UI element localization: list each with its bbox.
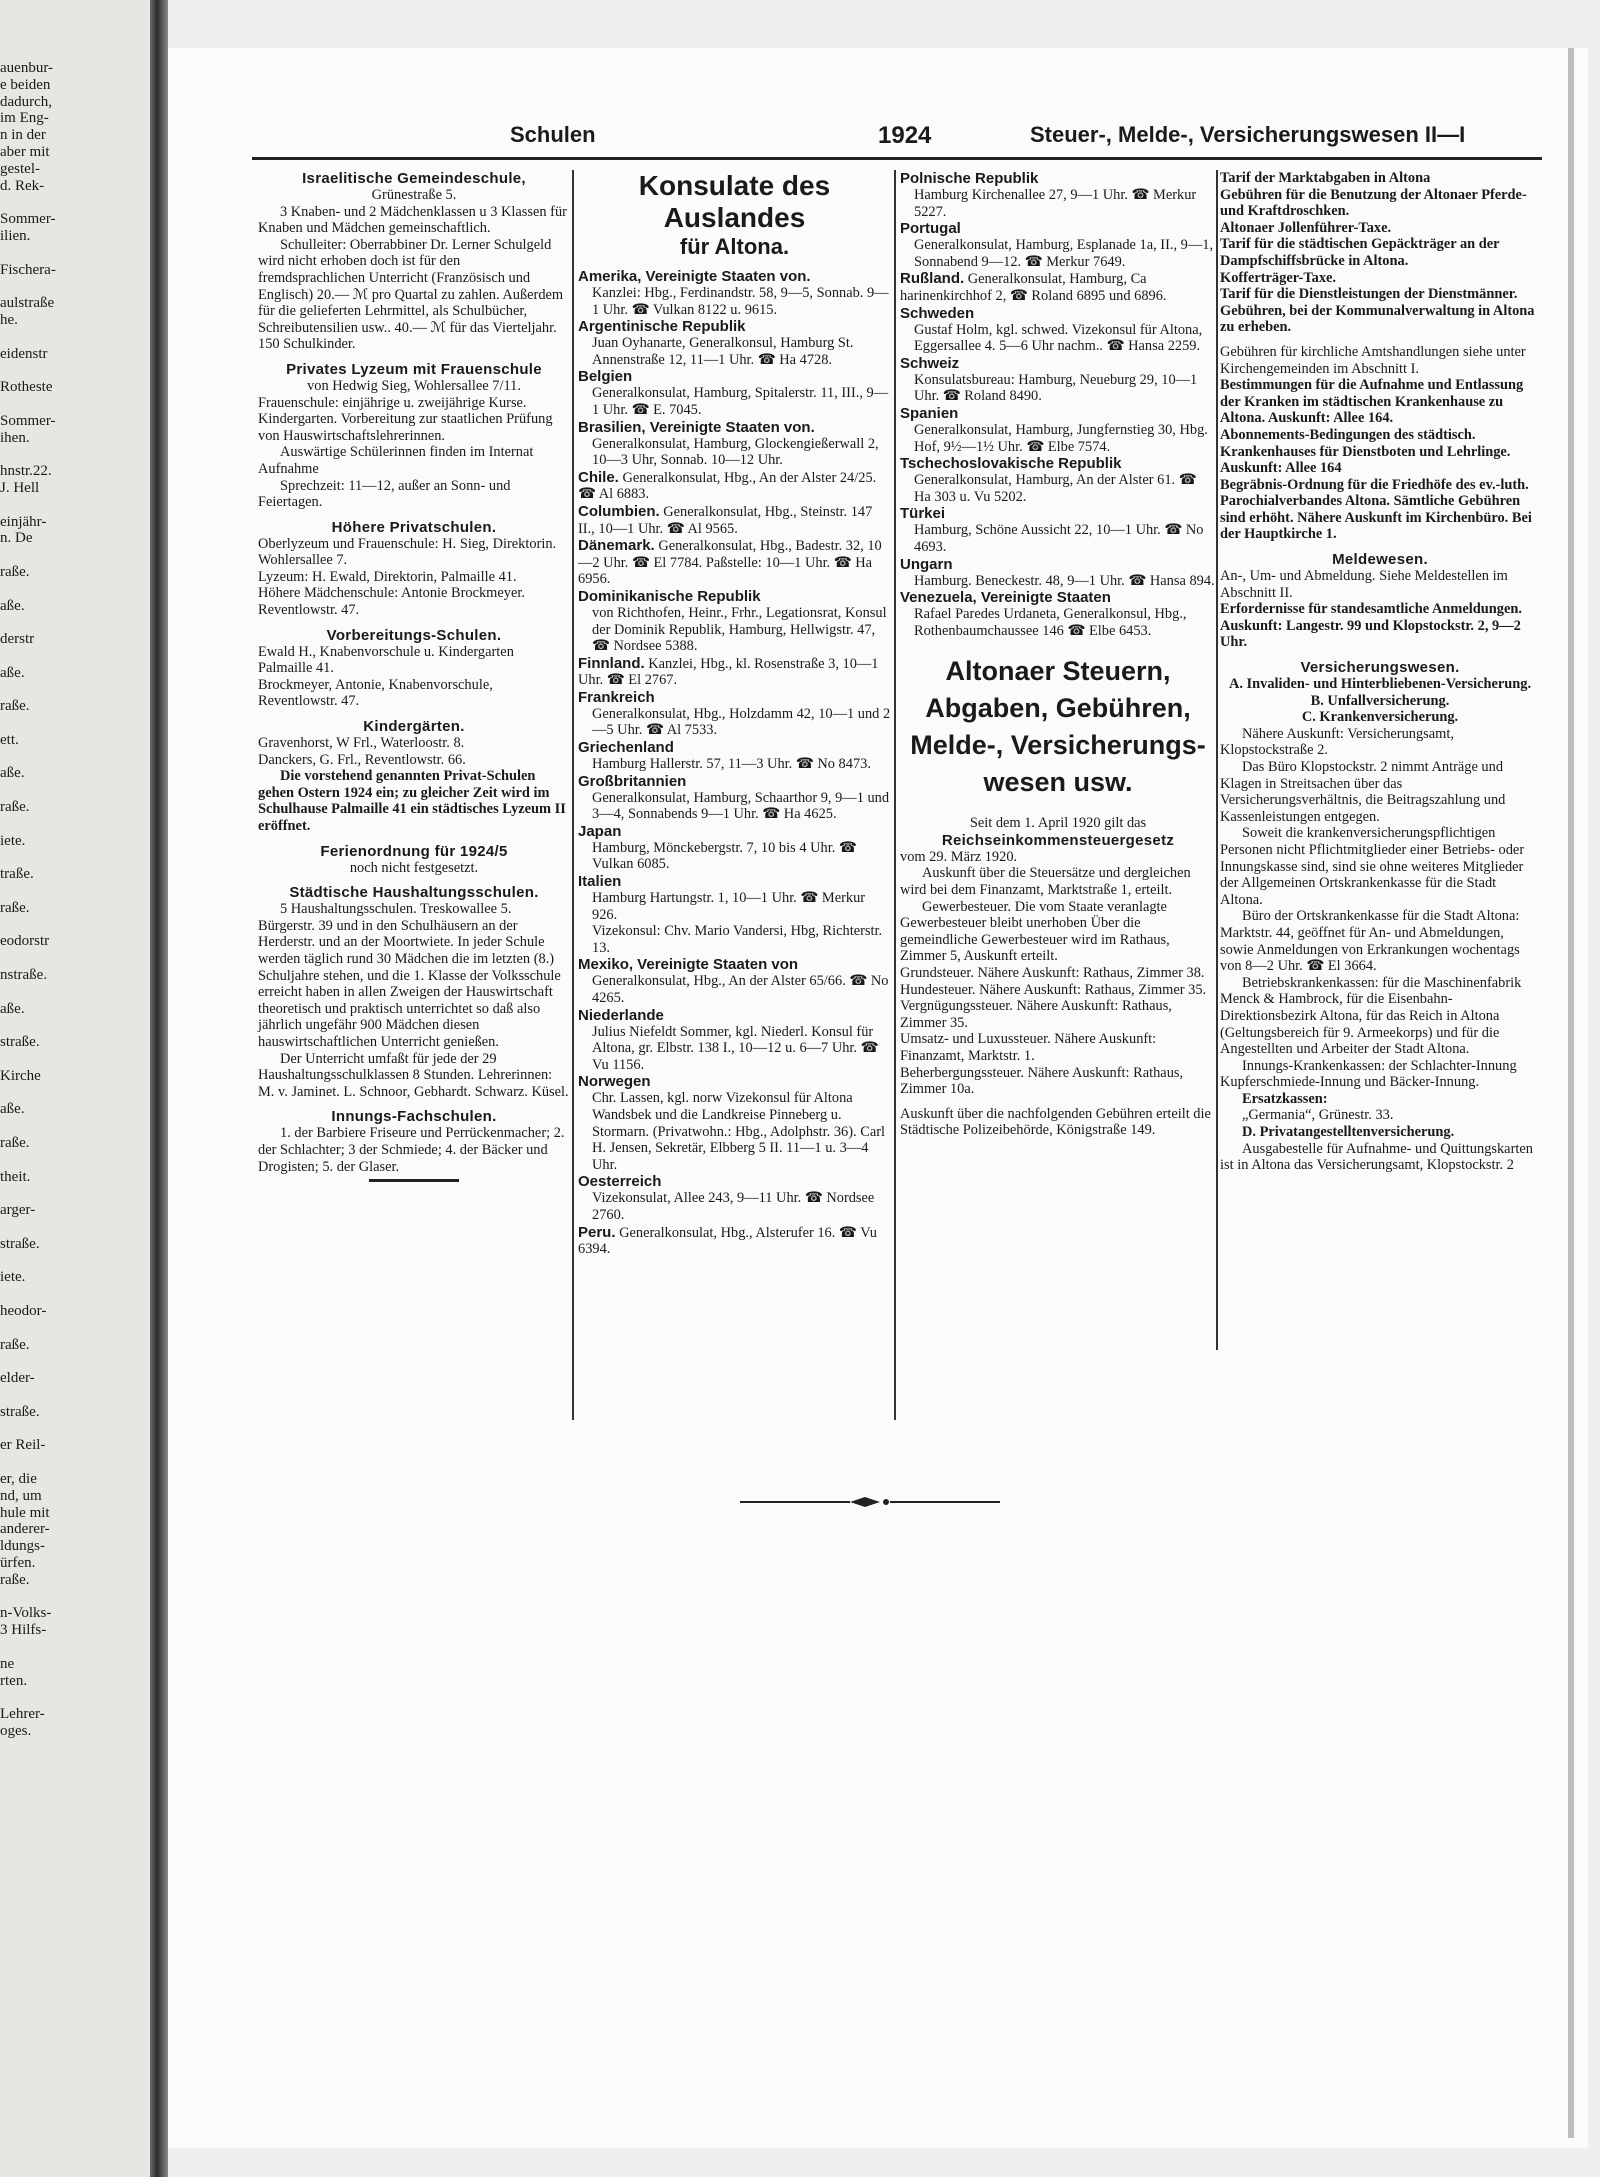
left-strip-line: raße.: [0, 1135, 30, 1151]
country-heading: Polnische Republik: [900, 170, 1039, 187]
paragraph: Lyzeum: H. Ewald, Direktorin, Palmaille 41.: [258, 568, 517, 585]
left-strip-line: [0, 1118, 150, 1135]
paragraph: Der Unterricht umfaßt für jede der 29 Haushaltungsschulklassen 8 Stunden. Lehrerinnen: M. v. Jaminet. L. Schnoor, Gebhardt. Schwarz. Küsel.: [258, 1050, 569, 1100]
paragraph: Gewerbesteuer. Die vom Staate veranlagte Gewerbesteuer bleibt unerhoben Über die gemeindliche Gewerbesteuer wird im Rathaus, Zimmer 5, Auskunft erteilt.: [900, 898, 1170, 965]
left-strip-line: einjähr-: [0, 513, 47, 530]
country-heading: Norwegen: [578, 1073, 651, 1091]
left-strip-line: eidenstr: [0, 345, 48, 362]
left-strip-line: [0, 581, 150, 598]
address: von Hedwig Sieg, Wohlersallee 7/11.: [307, 377, 521, 394]
header-section-right: Steuer-, Melde-, Versicherungswesen II—I: [1030, 122, 1466, 147]
column-rule: [1216, 170, 1218, 1350]
country-heading: Brasilien, Vereinigte Staaten von.: [578, 418, 815, 436]
left-strip-line: 3 Hilfs-: [0, 1622, 47, 1639]
paragraph: Betriebskrankenkassen: für die Maschinenfabrik Menck & Hambrock, für die Eisenbahn-Direktionsbezirk Altona, für das Reich in Altona (Geltungsbereich für 9. Armeekorps) und für die Angestellten und Arbeiter der Stadt Altona.: [1220, 974, 1522, 1058]
left-strip-line: hule mit: [0, 1504, 50, 1521]
left-strip-line: straße.: [0, 1403, 40, 1420]
country-entry: Juan Oyhanarte, Generalkonsul, Hamburg St. Annenstraße 12, 11—1 Uhr. ☎ Ha 4728.: [592, 335, 854, 368]
country-heading: Belgien: [578, 368, 633, 386]
paragraph: vom 29. März 1920.: [900, 848, 1018, 865]
left-strip-line: [0, 1253, 150, 1270]
left-strip-line: [0, 782, 150, 799]
left-strip-line: nd, um: [0, 1487, 42, 1504]
country-entry: Konsulatsbureau: Hamburg, Neueburg 29, 10—1 Uhr. ☎ Roland 8490.: [914, 371, 1198, 405]
left-strip-line: [0, 648, 150, 665]
left-strip-line: [0, 1421, 150, 1438]
left-strip-line: elder-: [0, 1370, 35, 1387]
country-heading: Italien: [578, 873, 622, 891]
country-heading: Portugal: [900, 220, 961, 238]
consulates-title: Konsulate des Auslandes: [638, 170, 831, 233]
left-strip-line: raße.: [0, 698, 30, 715]
country-entry: Chile. Generalkonsulat, Hbg., An der Alster 24/25. ☎ Al 6883.: [578, 468, 877, 503]
country-entry: Julius Niefeldt Sommer, kgl. Niederl. Konsul für Altona, gr. Elbstr. 138 I., 10—12 u. 6—7 Uhr. ☎ Vu 1156.: [592, 1023, 879, 1073]
left-strip-line: arger-: [0, 1202, 36, 1219]
subheading: B. Unfallversicherung.: [1310, 692, 1450, 709]
section-heading: Israelitische Gemeindeschule,: [302, 170, 526, 187]
paragraph: Sprechzeit: 11—12, außer an Sonn- und Feiertagen.: [258, 477, 511, 511]
left-strip-line: aber mit: [0, 143, 50, 160]
left-strip-line: n-Volks-: [0, 1605, 52, 1622]
subheading: C. Krankenversicherung.: [1301, 709, 1459, 726]
left-strip-line: anderer-: [0, 1521, 50, 1538]
paragraph: Brockmeyer, Antonie, Knabenvorschule, Reventlowstr. 47.: [258, 676, 493, 710]
header-section-left: Schulen: [510, 122, 596, 147]
note: noch nicht festgesetzt.: [349, 859, 479, 876]
left-strip-line: [0, 245, 150, 262]
left-strip-line: [0, 1454, 150, 1471]
country-entry: Hamburg Kirchenallee 27, 9—1 Uhr. ☎ Merkur 5227.: [914, 187, 1197, 220]
left-strip-line: ilien.: [0, 227, 31, 244]
list-item: Kofferträger-Taxe.: [1220, 269, 1337, 286]
paragraph: Vergnügungssteuer. Nähere Auskunft: Rathaus, Zimmer 35.: [900, 998, 1172, 1031]
left-strip-line: [0, 1051, 150, 1068]
left-strip-line: Sommer-: [0, 211, 56, 228]
left-strip-line: Rotheste: [0, 379, 53, 396]
country-entry: Hamburg Hallerstr. 57, 11—3 Uhr. ☎ No 8473.: [592, 756, 871, 773]
column-rule: [572, 170, 574, 1420]
country-entry: Generalkonsulat, Hbg., An der Alster 65/66. ☎ No 4265.: [592, 973, 889, 1006]
left-strip-line: [0, 816, 150, 833]
country-heading: Chile.: [578, 468, 619, 486]
left-strip-line: eodorstr: [0, 933, 50, 950]
left-strip-line: ne: [0, 1655, 15, 1672]
country-heading: Dominikanische Republik: [578, 587, 761, 605]
country-entry: Gustaf Holm, kgl. schwed. Vizekonsul für Altona, Eggersallee 4. 5—6 Uhr nachm.. ☎ Hansa 2259.: [914, 321, 1203, 355]
paragraph: Innungs-Krankenkassen: der Schlachter-Innung Kupferschmiede-Innung und Bäcker-Innung.: [1220, 1057, 1517, 1091]
subheading: Ersatzkassen:: [1242, 1090, 1328, 1107]
left-strip-line: [0, 883, 150, 900]
left-strip-line: heodor-: [0, 1302, 47, 1319]
section-heading: Städtische Haushaltungsschulen.: [289, 884, 539, 902]
law-title: Reichseinkommensteuergesetz: [941, 831, 1175, 849]
left-strip-line: im Eng-: [0, 110, 49, 127]
list-item: Altonaer Jollenführer-Taxe.: [1220, 219, 1392, 236]
left-strip-line: [0, 1353, 150, 1370]
left-strip-line: [0, 1017, 150, 1034]
left-strip-line: [0, 1085, 150, 1102]
header-rule: [252, 157, 1542, 160]
left-strip-line: [0, 1387, 150, 1404]
left-strip-line: [0, 715, 150, 732]
country-entry: Generalkonsulat, Hamburg, Jungfernstieg 30, Hbg. Hof, 9½—1½ Uhr. ☎ Elbe 7574.: [914, 421, 1208, 455]
paragraph: Umsatz- und Luxussteuer. Nähere Auskunft: Finanzamt, Marktstr. 1.: [900, 1031, 1157, 1064]
left-strip-line: [0, 362, 150, 379]
paragraph: Erfordernisse für standesamtliche Anmeldungen. Auskunft: Langestr. 99 und Klopstockstr. 2, 9—2 Uhr.: [1220, 601, 1522, 651]
list-item: Gebühren für die Benutzung der Altonaer Pferde- und Kraftdroschken.: [1220, 186, 1527, 220]
left-strip-line: Sommer-: [0, 412, 56, 429]
left-strip-line: [0, 1639, 150, 1656]
left-strip-line: nstraße.: [0, 967, 48, 984]
list-item: Tarif für die Dienstleistungen der Dienstmänner.: [1220, 286, 1518, 303]
country-heading: Amerika, Vereinigte Staaten von.: [578, 268, 811, 285]
left-strip-line: straße.: [0, 1235, 40, 1252]
left-strip-line: aße.: [0, 1101, 25, 1118]
country-heading: Türkei: [900, 505, 946, 523]
paragraph: 5 Haushaltungsschulen. Treskowallee 5. Bürgerstr. 39 und in den Schulhäusern an der Herderstr. und an der Moortwiete. In jeder Schule werden täglich rund 30 Mädchen die im letzten (8.) Schuljahre stehen, und die 1. Klasse der Volksschule erreicht haben in allen Zweigen der Hauswirtschaft theoretisch und praktisch unterrichtet so daß also jährlich ungefähr 900 Mädchen diesen hauswirtschaftlichen Unterricht genießen.: [258, 901, 561, 1050]
left-strip-line: er Reil-: [0, 1437, 46, 1454]
list-item: Tarif für die städtischen Gepäckträger an der Dampfschiffsbrücke in Altona.: [1220, 236, 1500, 269]
column-rule: [894, 170, 896, 1420]
left-strip-line: Fischera-: [0, 261, 56, 278]
left-strip-line: raße.: [0, 1571, 30, 1588]
left-strip-line: [0, 329, 150, 346]
paragraph: Auskunft über die nachfolgenden Gebühren erteilt die Städtische Polizeibehörde, Königstraße 149.: [900, 1105, 1211, 1139]
left-strip-line: aße.: [0, 1000, 25, 1017]
left-strip-line: aulstraße: [0, 295, 55, 312]
column-schools: [258, 170, 570, 1182]
country-entry: Dänemark. Generalkonsulat, Hbg., Badestr. 32, 10—2 Uhr. ☎ El 7784. Paßstelle: 10—1 Uhr. ☎ Ha 6956.: [578, 537, 882, 588]
paragraph: An-, Um- und Abmeldung. Siehe Meldestellen im Abschnitt II.: [1220, 568, 1508, 601]
country-entry: Columbien. Generalkonsulat, Hbg., Steinstr. 147 II., 10—1 Uhr. ☎ Al 9565.: [578, 502, 873, 537]
left-strip-line: ett.: [0, 731, 19, 748]
country-entry: Generalkonsulat, Hamburg, Spitalerstr. 11, III., 9—1 Uhr. ☎ E. 7045.: [592, 385, 889, 418]
paragraph: Soweit die krankenversicherungspflichtigen Personen nicht Pflichtmitglieder einer Betriebs- oder Innungskasse sind, sind sie ohne weiteres Mitglieder der Allgemeinen Ortskrankenkasse für die Stadt Altona.: [1220, 825, 1525, 908]
left-strip-line: iete.: [0, 832, 26, 849]
running-header: [510, 122, 1540, 152]
left-strip-line: n in der: [0, 127, 46, 144]
paragraph: „Germania“, Grünestr. 33.: [1242, 1107, 1394, 1124]
paragraph: Frauenschule: einjährige u. zweijährige Kurse. Kindergarten. Vorbereitung zur staatlichen Prüfung von Hauswirtschaftslehrerinnen.: [258, 394, 553, 444]
left-strip-line: raße.: [0, 563, 30, 580]
left-strip-line: oges.: [0, 1722, 32, 1739]
country-heading: Oesterreich: [578, 1173, 662, 1191]
notice: Die vorstehend genannten Privat-Schulen gehen Ostern 1924 ein; zu gleicher Zeit wird im Schulhause Palmaille 41 ein städtisches Lyzeum II eröffnet.: [258, 768, 566, 834]
paragraph: Danckers, G. Frl., Reventlowstr. 66.: [258, 751, 466, 768]
country-entry: Finnland. Kanzlei, Hbg., kl. Rosenstraße 3, 10—1 Uhr. ☎ El 2767.: [578, 654, 879, 689]
left-strip-line: [0, 278, 150, 295]
section-heading: Innungs-Fachschulen.: [331, 1108, 497, 1126]
left-strip-line: he.: [0, 311, 18, 328]
paragraph: Seit dem 1. April 1920 gilt das: [969, 815, 1147, 832]
paragraph: Hundesteuer. Nähere Auskunft: Rathaus, Zimmer 35.: [900, 981, 1207, 998]
country-heading: Griechenland: [578, 739, 674, 757]
ornament-divider-icon: [740, 1495, 1000, 1509]
list-item: Abonnements-Bedingungen des städtisch. Krankenhauses für Dienstboten und Lehrlinge. Auskunft: Allee 164: [1220, 426, 1511, 477]
country-entry: Peru. Generalkonsulat, Hbg., Alsterufer 16. ☎ Vu 6394.: [578, 1223, 877, 1258]
country-entry: Hamburg, Schöne Aussicht 22, 10—1 Uhr. ☎ No 4693.: [914, 522, 1204, 555]
left-strip-line: aße.: [0, 664, 25, 681]
country-heading: Schweiz: [900, 354, 960, 372]
left-strip-line: [0, 446, 150, 463]
paragraph: Auswärtige Schülerinnen finden im Internat Aufnahme: [258, 444, 534, 477]
country-entry: Hamburg. Beneckestr. 48, 9—1 Uhr. ☎ Hansa 894.: [914, 572, 1215, 589]
paragraph: Ausgabestelle für Aufnahme- und Quittungskarten ist in Altona das Versicherungsamt, Klopstockstr. 2: [1220, 1140, 1533, 1174]
country-heading: Argentinische Republik: [578, 318, 746, 336]
country-entry: Hamburg, Mönckebergstr. 7, 10 bis 4 Uhr. ☎ Vulkan 6085.: [592, 839, 857, 873]
list-item: Bestimmungen für die Aufnahme und Entlassung der Kranken im städtischen Krankenhause zu Altona. Auskunft: Allee 164.: [1220, 377, 1524, 427]
left-strip-line: [0, 1152, 150, 1169]
country-entry: Hamburg Hartungstr. 1, 10—1 Uhr. ☎ Merkur 926.: [592, 890, 866, 923]
paragraph: Gravenhorst, W Frl., Waterloostr. 8.: [258, 735, 465, 752]
left-strip-line: raße.: [0, 899, 30, 916]
left-strip-line: aße.: [0, 765, 25, 782]
country-heading: Spanien: [900, 404, 959, 422]
country-heading: Columbien.: [578, 502, 660, 520]
country-heading: Peru.: [578, 1223, 616, 1241]
country-entry: Generalkonsulat, Hbg., Holzdamm 42, 10—1 und 2—5 Uhr. ☎ Al 7533.: [592, 705, 891, 739]
country-heading: Finnland.: [578, 654, 645, 672]
left-strip-line: ldungs-: [0, 1538, 45, 1555]
left-strip-line: [0, 547, 150, 564]
paragraph: Das Büro Klopstockstr. 2 nimmt Anträge und Klagen in Streitsachen über das Versicherungsverhältnis, die Beitragszahlung und Kassenleistungen entgegen.: [1220, 759, 1506, 825]
left-strip-line: [0, 194, 150, 211]
list-item: Begräbnis-Ordnung für die Friedhöfe des ev.-luth. Parochialverbandes Altona. Sämtliche Gebühren sind erhöht. Nähere Auskunft im Kirchenbüro. Bei der Hauptkirche 1.: [1220, 476, 1532, 543]
left-strip-line: ürfen.: [0, 1554, 36, 1571]
taxes-title-line: Altonaer Steuern,: [945, 656, 1171, 687]
section-end-rule: [369, 1179, 459, 1182]
country-entry: Rafael Paredes Urdaneta, Generalkonsul, Hbg., Rothenbaumchaussee 146 ☎ Elbe 6453.: [914, 606, 1187, 639]
country-heading: Japan: [578, 822, 622, 840]
country-entry: Generalkonsulat, Hamburg, Glockengießerwall 2, 10—3 Uhr, Sonnab. 10—12 Uhr.: [592, 435, 879, 469]
column-consulates: [578, 170, 891, 1258]
left-strip-line: J. Hell: [0, 479, 40, 496]
paragraph: Ewald H., Knabenvorschule u. Kindergarten Palmaille 41.: [258, 643, 514, 677]
left-strip-line: straße.: [0, 1034, 40, 1051]
left-page-fragment: [0, 0, 160, 2177]
left-strip-line: raße.: [0, 1336, 30, 1353]
taxes-title-line: wesen usw.: [983, 767, 1133, 798]
left-strip-line: iete.: [0, 1269, 26, 1286]
country-entry: Chr. Lassen, kgl. norw Vizekonsul für Altona Wandsbek und die Landkreise Pinneberg u. Stormarn. (Privatwohn.: Hbg., Adolphstr. 36). Carl H. Jensen, Sekretär, Elbberg 5 II. 11—1 u. 3—4 Uhr.: [592, 1090, 885, 1173]
paragraph: Beherbergungssteuer. Nähere Auskunft: Rathaus, Zimmer 10a.: [900, 1064, 1184, 1098]
country-heading: Mexiko, Vereinigte Staaten von: [578, 956, 799, 974]
list-item: Tarif der Marktabgaben in Altona: [1220, 170, 1431, 186]
country-heading: Schweden: [900, 304, 975, 322]
left-strip-line: e beiden: [0, 76, 51, 93]
section-heading: Versicherungswesen.: [1300, 659, 1460, 677]
book-gutter: [150, 0, 168, 2177]
left-strip-line: n. De: [0, 530, 33, 547]
left-strip-line: [0, 749, 150, 766]
section-heading: Kindergärten.: [363, 718, 465, 736]
left-strip-line: [0, 1286, 150, 1303]
left-strip-line: hnstr.22.: [0, 463, 52, 480]
consulates-subtitle: für Altona.: [679, 234, 790, 259]
country-entry: Generalkonsulat, Hamburg, An der Alster 61. ☎ Ha 303 u. Vu 5202.: [914, 472, 1197, 505]
country-heading: Ungarn: [900, 555, 953, 573]
left-strip-line: [0, 1689, 150, 1706]
taxes-title-line: Melde-, Versicherungs-: [910, 730, 1206, 761]
left-strip-line: auenbur-: [0, 60, 54, 76]
paragraph: Oberlyzeum und Frauenschule: H. Sieg, Direktorin. Wohlersallee 7.: [258, 535, 557, 569]
country-heading: Venezuela, Vereinigte Staaten: [900, 589, 1111, 607]
country-entry: von Richthofen, Heinr., Frhr., Legationsrat, Konsul der Dominik Republik, Hamburg, Hellwigstr. 47, ☎ Nordsee 5388.: [592, 604, 887, 655]
column-fees-registration-insurance: [1220, 170, 1540, 1174]
country-entry: Vizekonsul: Chv. Mario Vandersi, Hbg, Richterstr. 13.: [592, 923, 883, 956]
left-strip-line: [0, 396, 150, 413]
country-entry: Rußland. Generalkonsulat, Hamburg, Ca harinenkirchhof 2, ☎ Roland 6895 und 6896.: [900, 270, 1167, 304]
left-strip-line: ihen.: [0, 429, 30, 446]
left-strip-line: dadurch,: [0, 93, 53, 110]
column-consulates-and-taxes: [900, 170, 1216, 1139]
left-strip-line: er, die: [0, 1470, 37, 1487]
left-strip-line: [0, 1320, 150, 1337]
section-heading: Privates Lyzeum mit Frauenschule: [286, 360, 542, 378]
country-heading: Großbritannien: [578, 772, 687, 790]
left-strip-line: derstr: [0, 631, 35, 648]
left-strip-line: Kirche: [0, 1067, 41, 1084]
paragraph: Nähere Auskunft: Versicherungsamt, Klopstockstraße 2.: [1220, 725, 1454, 759]
country-entry: Kanzlei: Hbg., Ferdinandstr. 58, 9—5, Sonnab. 9—1 Uhr. ☎ Vulkan 8122 u. 9615.: [592, 285, 889, 318]
section-heading: Vorbereitungs-Schulen.: [326, 626, 502, 644]
left-strip-line: gestel-: [0, 160, 40, 177]
left-strip-line: traße.: [0, 866, 34, 883]
country-heading: Dänemark.: [578, 537, 655, 555]
page-edge: [1568, 48, 1574, 2138]
list-item: Gebühren für kirchliche Amtshandlungen siehe unter Kirchengemeinden im Abschnitt I.: [1220, 343, 1526, 377]
country-heading: Niederlande: [578, 1006, 664, 1024]
list-item: Gebühren, bei der Kommunalverwaltung in Altona zu erheben.: [1220, 302, 1535, 336]
country-entry: Generalkonsulat, Hamburg, Esplanade 1a, II., 9—1, Sonnabend 9—12. ☎ Merkur 7649.: [914, 237, 1214, 270]
left-strip-line: [0, 1219, 150, 1236]
paragraph: Schulleiter: Oberrabbiner Dr. Lerner Schulgeld wird nicht erhoben doch ist für den fremdsprachlichen Unterricht (Französisch und Englisch) 20.— ℳ pro Quartal zu zahlen. Außerdem für die gelieferten Lehrmittel, als Schulbücher, Schreibutensilien usw.. 40.— ℳ für das Vierteljahr. 150 Schulkinder.: [258, 236, 564, 353]
header-year: 1924: [878, 122, 932, 149]
left-strip-line: [0, 984, 150, 1001]
subheading: D. Privatangestelltenversicherung.: [1242, 1124, 1455, 1141]
left-strip-line: [0, 849, 150, 866]
section-heading: Höhere Privatschulen.: [331, 518, 497, 536]
left-strip-line: [0, 950, 150, 967]
paragraph: Auskunft über die Steuersätze und dergleichen wird bei dem Finanzamt, Marktstraße 1, erteilt.: [900, 865, 1191, 899]
section-heading: Meldewesen.: [1332, 551, 1428, 569]
left-strip-line: d. Rek-: [0, 177, 45, 194]
country-heading: Tschechoslovakische Republik: [900, 455, 1122, 473]
left-page-text-strip: [0, 60, 150, 1740]
country-heading: Frankreich: [578, 688, 655, 706]
left-strip-line: [0, 614, 150, 631]
subheading: A. Invaliden- und Hinterbliebenen-Versicherung.: [1228, 676, 1532, 693]
left-strip-line: theit.: [0, 1168, 31, 1185]
paragraph: Büro der Ortskrankenkasse für die Stadt Altona: Marktstr. 44, geöffnet für An- und Abmeldungen, sowie Anmeldungen von Erkrankungen wochentags von 8—2 Uhr. ☎ El 3664.: [1220, 908, 1520, 975]
address: Grünestraße 5.: [371, 187, 457, 203]
left-strip-line: Lehrer-: [0, 1706, 45, 1723]
section-heading: Ferienordnung für 1924/5: [320, 842, 508, 860]
paragraph: Höhere Mädchenschule: Antonie Brockmeyer. Reventlowstr. 47.: [258, 585, 525, 619]
paragraph: 3 Knaben- und 2 Mädchenklassen u 3 Klassen für Knaben und Mädchen gemeinschaftlich.: [258, 203, 567, 237]
paragraph: 1. der Barbiere Friseure und Perrückenmacher; 2. der Schlachter; 3 der Schmiede; 4. der Bäcker und Drogisten; 5. der Glaser.: [258, 1125, 565, 1175]
country-entry: Generalkonsulat, Hamburg, Schaarthor 9, 9—1 und 3—4, Sonnabends 9—1 Uhr. ☎ Ha 4625.: [592, 789, 890, 823]
paragraph: Grundsteuer. Nähere Auskunft: Rathaus, Zimmer 38.: [900, 965, 1205, 982]
left-strip-line: raße.: [0, 799, 30, 816]
country-heading: Rußland.: [900, 270, 965, 288]
country-entry: Vizekonsulat, Allee 243, 9—11 Uhr. ☎ Nordsee 2760.: [592, 1190, 875, 1223]
left-strip-line: aße.: [0, 597, 25, 614]
left-strip-line: [0, 1589, 150, 1606]
left-strip-line: [0, 917, 150, 934]
taxes-title-line: Abgaben, Gebühren,: [925, 693, 1191, 724]
left-strip-line: [0, 497, 150, 514]
left-strip-line: rten.: [0, 1672, 28, 1689]
left-strip-line: [0, 1185, 150, 1202]
left-strip-line: [0, 681, 150, 698]
